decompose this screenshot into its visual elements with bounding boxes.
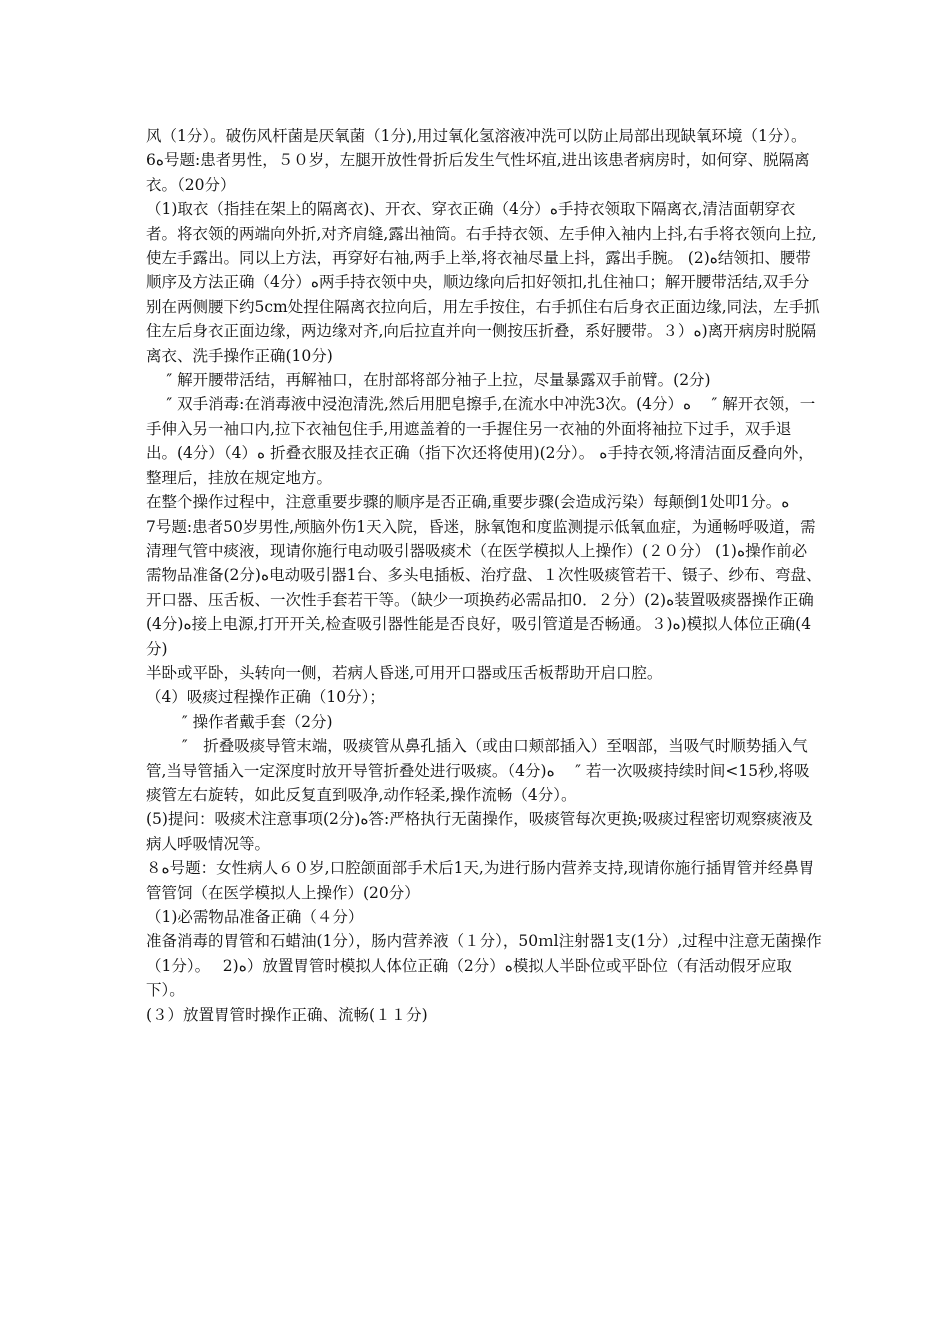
paragraph-q8-tube-placement: (３）放置胃管时操作正确、流畅(１１分) (146, 1005, 428, 1024)
paragraph-tetanus-note: 风（1分）。破伤风杆菌是厌氧菌（1分),用过氧化氢溶液冲洗可以防止局部出现缺氧环境（1分）。 (146, 127, 807, 145)
paragraph-q6-untie-belt: ″ 解开腰带活结，再解袖口，在肘部将部分袖子上拉，尽量暴露双手前臂。(2分) (146, 371, 711, 390)
paragraph-q7-insert-tube: ″ 折叠吸痰导管末端，吸痰管从鼻孔插入（或由口颊部插入）至咽部，当吸气时顺势插入气管,当导管插入一定深度时放开导管折叠处进行吸痰。（4分)ﻩ ″ 若一次吸痰持续时间<15秒,将吸痰管左右旋转，如此反复直到吸净,动作轻柔,操作流畅（4分）。 (146, 737, 810, 804)
paragraph-q8-supplies-heading: （1)必需物品准备正确（４分） (146, 908, 364, 926)
paragraph-q7-question: (5)提问：吸痰术注意事项(2分)ﻩ答:严格执行无菌操作，吸痰管每次更换;吸痰过程密切观察痰液及病人呼吸情况等。 (146, 810, 813, 853)
paragraph-q7-suction-process: （4）吸痰过程操作正确（10分）； (146, 688, 385, 707)
paragraph-question-7: 7号题:患者50岁男性,颅脑外伤1天入院，昏迷，脉氧饱和度监测提示低氧血症，为通畅呼吸道，需清理气管中痰液，现请你施行电动吸引器吸痰术（在医学模拟人上操作）(２０分） (1)ﻩ操作前必需物品准备(2分)ﻩ电动吸引器1台、多头电插板、治疗盘、１次性吸痰管若干、镊子、纱布、弯盘、开口器、压舌板、一次性手套若干等。（缺少一项换药必需品扣0．２分）(2)ﻩ装置吸痰器操作正确(4分)ﻩ接上电源,打开开关,检查吸引器性能是否良好，吸引管道是否畅通。３)ﻩ)模拟人体位正确(4分) (146, 517, 822, 658)
paragraph-q6-scoring-note: 在整个操作过程中，注意重要步骤的顺序是否正确,重要步骤(会造成污染）每颠倒1处叩1分。ﻩ (146, 493, 790, 512)
paragraph-q7-gloves: ″ 操作者戴手套（2分) (146, 712, 333, 731)
paragraph-question-6: 6ﻩ号题:患者男性，５０岁，左腿开放性骨折后发生气性坏疽,进出该患者病房时，如何穿、脱隔离衣。（20分） (146, 151, 810, 194)
document-page (146, 124, 822, 1027)
paragraph-q6-put-on-gown: （1)取衣（指挂在架上的隔离衣)、开衣、穿衣正确（4分）ﻩ手持衣领取下隔离衣,清洁面朝穿衣者。将衣领的两端向外折,对齐肩缝,露出袖筒。右手持衣领、左手伸入袖内上抖,右手将衣领向上拉,使左手露出。同以上方法，再穿好右袖,两手上举,将衣袖尽量上抖，露出手腕。 (2)ﻩ结领扣、腰带顺序及方法正确（4分）ﻩ两手持衣领中央，顺边缘向后扣好领扣,扎住袖口；解开腰带活结,双手分别在两侧腰下约5cm处捏住隔离衣拉向后，用左手按住，右手抓住右后身衣正面边缘,同法，左手抓住左后身衣正面边缘，两边缘对齐,向后拉直并向一侧按压折叠，系好腰带。３）ﻩ)离开病房时脱隔离衣、洗手操作正确(10分) (146, 200, 820, 365)
paragraph-q6-hand-disinfection: ″ 双手消毒:在消毒液中浸泡清洗,然后用肥皂擦手,在流水中冲洗3次。(4分）ﻩ ″ 解开衣领，一手伸入另一袖口内,拉下衣袖包住手,用遮盖着的一手握住另一衣袖的外面将袖拉下过手，双手退出。(4分）（4）ﻩ 折叠衣服及挂衣正确（指下次还将使用)(2分）。 ﻩ手持衣领,将清洁面反叠向外，整理后，挂放在规定地方。 (146, 395, 816, 487)
paragraph-q8-supplies: 准备消毒的胃管和石蜡油(1分），肠内营养液（１分），50ｍl注射器1支(1分）,过程中注意无菌操作（1分）。 2)ﻩ）放置胃管时模拟人体位正确（2分）ﻩ模拟人半卧位或平卧位（有活动假牙应取下）。 (146, 932, 822, 1000)
paragraph-q7-position: 半卧或平卧，头转向一侧，若病人昏迷,可用开口器或压舌板帮助开启口腔。 (146, 663, 663, 682)
paragraph-question-8: ８ﻩ号题：女性病人６０岁,口腔颌面部手术后1天,为进行肠内营养支持,现请你施行插胃管并经鼻胃管管饲（在医学模拟人上操作）(20分） (146, 859, 815, 902)
